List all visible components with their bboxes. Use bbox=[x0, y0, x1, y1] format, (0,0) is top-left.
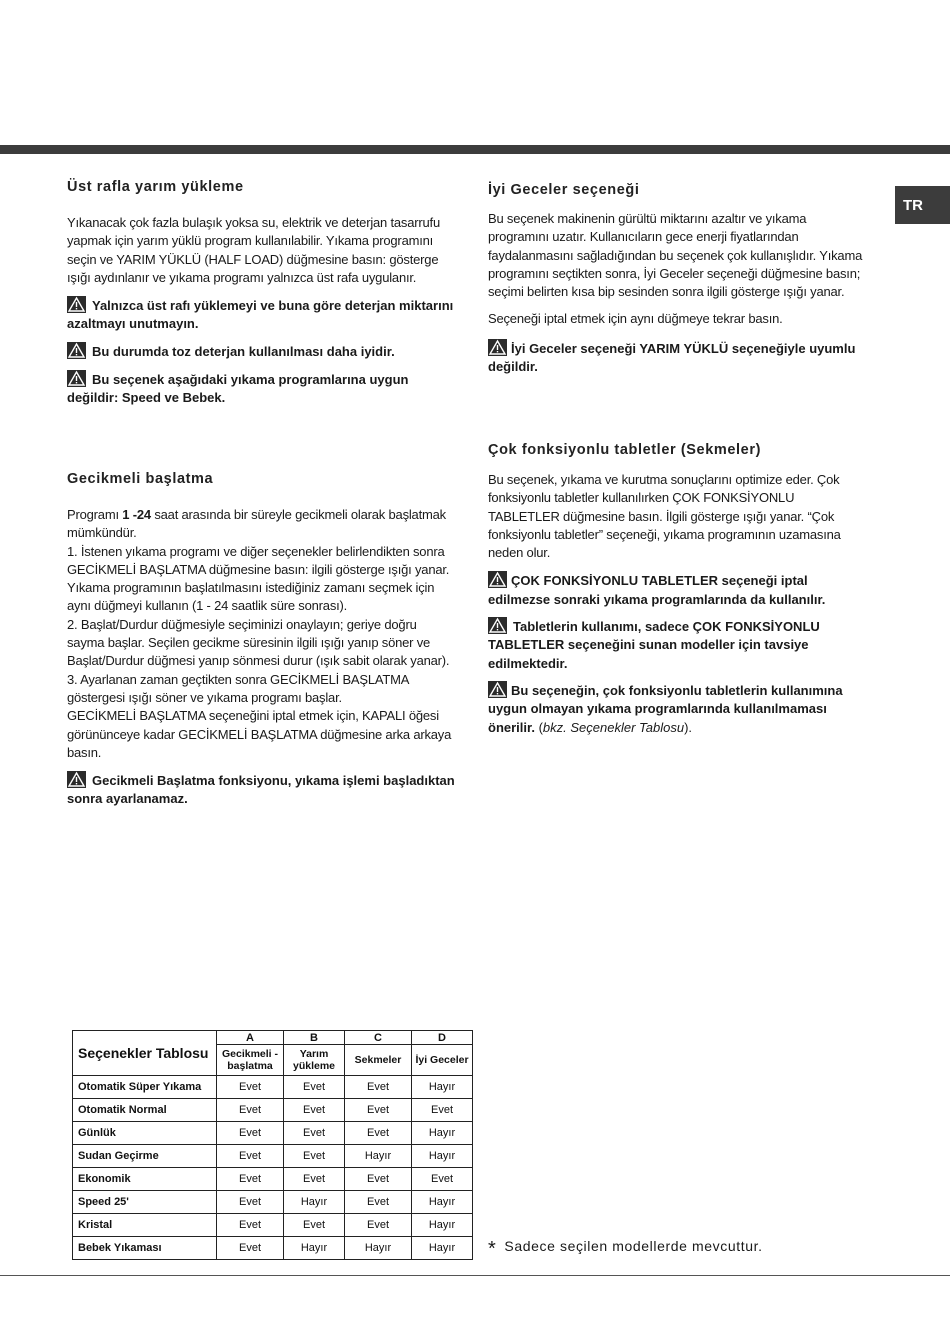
intro-text: saat arasında bir süreyle gecikmeli olarak başlatmak mümkündür. bbox=[67, 507, 446, 541]
table-title: Seçenekler Tablosu bbox=[73, 1031, 217, 1076]
good-night-paragraph: Bu seçenek makinenin gürültü miktarını azaltır ve yıkama programını uzatır. Kullanıcıların gece enerji fiyatlarından faydalanmasını sağladığından bu seçenek çok kullanışlıdır. Yıkama programını seçtikten sonra, İyi Geceler seçeneği düğmesine basın; seçimi belirten kısa bip sesinden sonra ilgili gösterge ışığı yanar. bbox=[488, 211, 863, 300]
section-title-half-load: Üst rafla yarım yükleme bbox=[67, 179, 244, 195]
table-cell: Hayır bbox=[284, 1191, 345, 1214]
warning-icon bbox=[488, 681, 507, 698]
reference-link: bkz. Seçenekler Tablosu bbox=[542, 719, 685, 735]
asterisk: * bbox=[488, 1238, 497, 1260]
column-header: İyi Geceler bbox=[412, 1045, 473, 1076]
row-name: Bebek Yıkaması bbox=[73, 1237, 217, 1260]
table-cell: Evet bbox=[217, 1237, 284, 1260]
warning-note bbox=[67, 771, 457, 809]
section-half-load bbox=[67, 179, 457, 408]
warning-icon bbox=[67, 296, 86, 313]
intro-text: Programı bbox=[67, 507, 123, 522]
header-bar bbox=[0, 145, 950, 154]
reference-paren: ). bbox=[684, 719, 693, 735]
warning-text: Yalnızca üst rafı yüklemeyi ve buna göre deterjan miktarını azaltmayı unutmayın. bbox=[67, 298, 454, 332]
table-cell: Evet bbox=[284, 1076, 345, 1099]
row-name: Otomatik Normal bbox=[73, 1099, 217, 1122]
table-row bbox=[73, 1214, 473, 1237]
table-cell: Evet bbox=[345, 1214, 412, 1237]
row-name: Otomatik Süper Yıkama bbox=[73, 1076, 217, 1099]
section-title-delayed-start: Gecikmeli başlatma bbox=[67, 471, 214, 487]
table-row bbox=[73, 1168, 473, 1191]
table-cell: Hayır bbox=[412, 1191, 473, 1214]
column-letter: B bbox=[284, 1031, 345, 1045]
warning-text: Gecikmeli Başlatma fonksiyonu, yıkama işlemi başladıktan sonra ayarlanamaz. bbox=[67, 773, 455, 807]
row-name: Günlük bbox=[73, 1122, 217, 1145]
warning-icon bbox=[67, 370, 86, 387]
table-row bbox=[73, 1191, 473, 1214]
delayed-start-step-1: 1. İstenen yıkama programı ve diğer seçenekler belirlendikten sonra GECİKMELİ BAŞLATMA düğmesine basın: ilgili gösterge ışığı yanar. Yıkama programının başlatılmasını istediğiniz zamanı seçmek için aynı düğmeyi kullanın (1 - 24 saatlik süre sonrası). bbox=[67, 543, 450, 614]
warning-icon bbox=[488, 339, 507, 356]
language-tab: TR bbox=[895, 186, 950, 224]
warning-text: ÇOK FONKSİYONLU TABLETLER seçeneği iptal edilmezse sonraki yıkama programlarında da kullanılır. bbox=[488, 573, 826, 607]
warning-text: Bu seçenek aşağıdaki yıkama programlarına uygun değildir: Speed ve Bebek. bbox=[67, 372, 409, 406]
delayed-start-step-2: 2. Başlat/Durdur düğmesiyle seçiminizi onaylayın; geriye doğru sayma başlar. Seçilen gecikme süresinin ilgili ışığı yanıp söner ve Başlat/Durdur düğmesi yanıp sönmesi durur (ışık sabit olarak yanar). bbox=[67, 616, 450, 669]
section-delayed-start bbox=[67, 471, 457, 809]
row-name: Speed 25' bbox=[73, 1191, 217, 1214]
footer-rule bbox=[0, 1275, 950, 1276]
warning-icon bbox=[488, 617, 507, 634]
table-cell: Evet bbox=[345, 1191, 412, 1214]
table-cell: Evet bbox=[412, 1168, 473, 1191]
warning-text: Tabletlerin kullanımı, sadece ÇOK FONKSİYONLU TABLETLER seçeneğini sunan modeller için tavsiye edilmektedir. bbox=[488, 619, 820, 671]
table-cell: Evet bbox=[345, 1122, 412, 1145]
table-cell: Evet bbox=[217, 1145, 284, 1168]
options-table bbox=[72, 1030, 473, 1260]
table-row bbox=[73, 1145, 473, 1168]
table-row bbox=[73, 1122, 473, 1145]
footnote bbox=[488, 1238, 763, 1261]
table-cell: Evet bbox=[217, 1168, 284, 1191]
row-name: Ekonomik bbox=[73, 1168, 217, 1191]
section-title-good-night: İyi Geceler seçeneği bbox=[488, 182, 640, 198]
column-letter: A bbox=[217, 1031, 284, 1045]
table-cell: Evet bbox=[284, 1168, 345, 1191]
warning-icon bbox=[67, 342, 86, 359]
intro-range: 1 -24 bbox=[122, 507, 151, 522]
delayed-start-step-3: 3. Ayarlanan zaman geçtikten sonra GECİKMELİ BAŞLATMA göstergesi ışığı söner ve yıkama programı başlar. bbox=[67, 671, 409, 705]
table-cell: Hayır bbox=[345, 1237, 412, 1260]
table-cell: Evet bbox=[217, 1099, 284, 1122]
table-cell: Evet bbox=[345, 1099, 412, 1122]
warning-note bbox=[488, 339, 868, 377]
table-row bbox=[73, 1076, 473, 1099]
table-cell: Evet bbox=[345, 1168, 412, 1191]
footnote-text: Sadece seçilen modellerde mevcuttur. bbox=[504, 1238, 763, 1254]
delayed-start-cancel: GECİKMELİ BAŞLATMA seçeneğini iptal etmek için, KAPALI öğesi görününceye kadar GECİKMELİ BAŞLATMA düğmesine arka arkaya basın. bbox=[67, 708, 452, 760]
section-good-night bbox=[488, 182, 868, 376]
table-cell: Evet bbox=[345, 1076, 412, 1099]
row-name: Kristal bbox=[73, 1214, 217, 1237]
warning-note bbox=[488, 681, 868, 737]
section-title-multi-tablets: Çok fonksiyonlu tabletler (Sekmeler) bbox=[488, 442, 761, 458]
section-multi-tablets bbox=[488, 442, 868, 737]
warning-note bbox=[67, 342, 457, 361]
reference-paren: ( bbox=[534, 719, 543, 735]
multi-tablets-paragraph: Bu seçenek, yıkama ve kurutma sonuçlarını optimize eder. Çok fonksiyonlu tabletler kullanılırken ÇOK FONKSİYONLU TABLETLER düğmesine basın. İlgili gösterge ışığı yanar. “Çok fonksiyonlu tabletler” seçeneği, yıkama programının uzamasına neden olur. bbox=[488, 472, 841, 561]
table-cell: Evet bbox=[412, 1099, 473, 1122]
warning-note bbox=[67, 370, 457, 408]
delayed-start-intro bbox=[67, 506, 457, 543]
table-cell: Evet bbox=[217, 1122, 284, 1145]
table-cell: Evet bbox=[217, 1076, 284, 1099]
column-letter: D bbox=[412, 1031, 473, 1045]
warning-icon bbox=[488, 571, 507, 588]
warning-text: Bu seçeneğin, çok fonksiyonlu tabletlerin kullanımına uygun olmayan yıkama programlarında kullanılmaması önerilir. bbox=[488, 682, 843, 735]
warning-text: Bu durumda toz deterjan kullanılması daha iyidir. bbox=[92, 343, 395, 359]
half-load-paragraph: Yıkanacak çok fazla bulaşık yoksa su, elektrik ve deterjan tasarrufu yapmak için yarım yüklü program kullanılabilir. Yıkama programını seçin ve YARIM YÜKLÜ (HALF LOAD) düğmesine basın: gösterge ışığı aydınlanır ve yıkama programı yalnızca üst rafa uygulanır. bbox=[67, 215, 440, 285]
column-header: Yarım yükleme bbox=[284, 1045, 345, 1076]
table-cell: Hayır bbox=[412, 1122, 473, 1145]
table-cell: Evet bbox=[217, 1191, 284, 1214]
warning-note bbox=[488, 617, 868, 673]
column-header: Sekmeler bbox=[345, 1045, 412, 1076]
table-cell: Hayır bbox=[412, 1237, 473, 1260]
warning-icon bbox=[67, 771, 86, 788]
table-cell: Hayır bbox=[412, 1076, 473, 1099]
table-row bbox=[73, 1099, 473, 1122]
table-cell: Evet bbox=[284, 1145, 345, 1168]
table-cell: Evet bbox=[217, 1214, 284, 1237]
table-cell: Hayır bbox=[345, 1145, 412, 1168]
row-name: Sudan Geçirme bbox=[73, 1145, 217, 1168]
warning-note bbox=[67, 296, 457, 334]
table-cell: Evet bbox=[284, 1099, 345, 1122]
table-row bbox=[73, 1237, 473, 1260]
warning-text: İyi Geceler seçeneği YARIM YÜKLÜ seçeneğiyle uyumlu değildir. bbox=[488, 340, 856, 375]
column-letter: C bbox=[345, 1031, 412, 1045]
table-cell: Hayır bbox=[412, 1145, 473, 1168]
column-header: Gecikmeli -başlatma bbox=[217, 1045, 284, 1076]
table-cell: Hayır bbox=[412, 1214, 473, 1237]
table-cell: Evet bbox=[284, 1122, 345, 1145]
table-cell: Hayır bbox=[284, 1237, 345, 1260]
warning-note bbox=[488, 571, 868, 609]
table-cell: Evet bbox=[284, 1214, 345, 1237]
good-night-cancel: Seçeneği iptal etmek için aynı düğmeye tekrar basın. bbox=[488, 311, 783, 327]
